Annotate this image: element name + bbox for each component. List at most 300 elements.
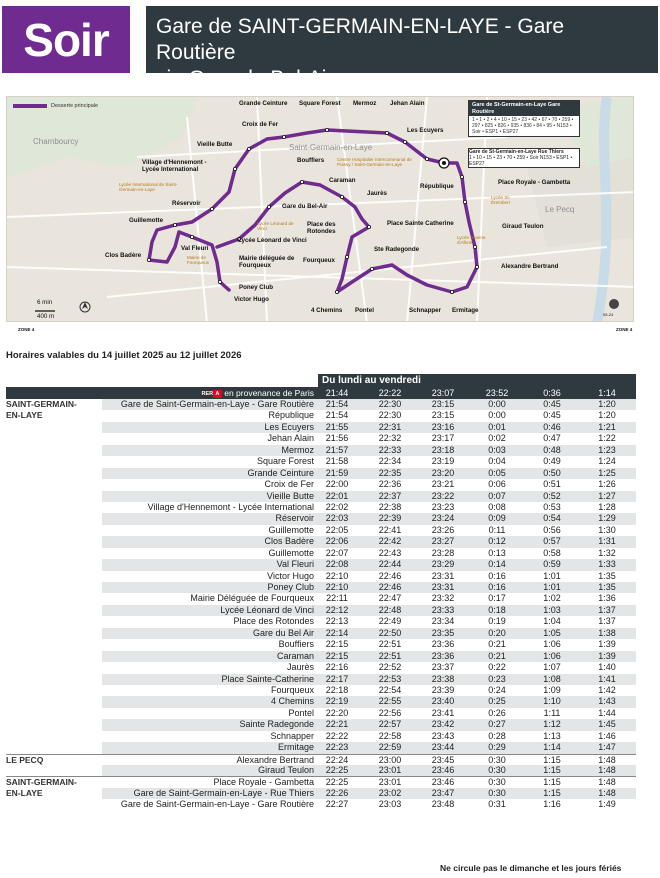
departure-time: 22:31 (378, 421, 402, 432)
stop-name: Grande Ceinture (247, 467, 314, 478)
rer-a-icon: A (213, 390, 222, 398)
stop-name: Square Forest (256, 456, 314, 467)
provenance-cell (102, 387, 316, 399)
departure-time: 1:47 (598, 742, 616, 753)
zone-label: EN-LAYE (6, 410, 43, 421)
departure-time: 1:30 (598, 524, 616, 535)
departure-time: 1:44 (598, 707, 616, 718)
departure-time: 23:03 (378, 799, 402, 810)
table-row (6, 536, 636, 547)
departure-time: 0:21 (488, 639, 506, 650)
departure-time: 23:33 (431, 604, 455, 615)
stop-name: Giraud Teulon (258, 765, 314, 775)
departure-time: 0:25 (488, 696, 506, 707)
departure-time: 23:01 (378, 777, 402, 788)
departure-time: 23:47 (431, 787, 455, 798)
departure-time: 22:25 (325, 777, 349, 788)
area-label: Saint-Germain-en-Laye (289, 143, 373, 152)
departure-time: 1:36 (598, 593, 616, 604)
stop-name: Alexandre Bertrand (236, 754, 314, 765)
stop-name: Gare du Bel Air (252, 627, 314, 638)
provenance-time: 23:07 (431, 388, 455, 398)
map-stop-label: Fourqueux (303, 257, 335, 264)
departure-time: 1:41 (598, 673, 616, 684)
departure-time: 1:08 (543, 673, 561, 684)
hub-info-rue-thiers (468, 148, 580, 168)
table-row (6, 799, 636, 810)
departure-time: 23:29 (431, 559, 455, 570)
departure-time: 21:57 (325, 444, 349, 455)
stop-name: Schnapper (270, 730, 314, 741)
table-row (6, 593, 636, 604)
table-row (6, 708, 636, 719)
departure-time: 1:48 (598, 787, 616, 798)
departure-time: 1:37 (598, 604, 616, 615)
zone-label: LE PECQ (6, 754, 44, 765)
table-row (6, 651, 636, 662)
departure-time: 0:53 (543, 501, 561, 512)
table-row (6, 548, 636, 559)
departure-time: 21:54 (325, 399, 349, 409)
departure-time: 1:15 (543, 765, 561, 775)
map-poi-label: Centre Hospitalier Intercommunal de Poissy / Saint-Germain-en-Laye (337, 157, 412, 167)
line-title (146, 6, 658, 90)
departure-time: 22:01 (325, 490, 349, 501)
zone-label: SAINT-GERMAIN- (6, 399, 77, 409)
departure-time: 1:01 (543, 570, 561, 581)
departure-time: 0:13 (488, 547, 506, 558)
departure-time: 1:25 (598, 467, 616, 478)
line-title-destination: Gare de SAINT-GERMAIN-EN-LAYE - Gare Routière (156, 15, 565, 64)
departure-time: 0:27 (488, 719, 506, 730)
map-stop-label: Jaurès (367, 190, 387, 197)
departure-time: 23:34 (431, 616, 455, 627)
departure-time: 22:11 (326, 593, 348, 604)
departure-time: 0:50 (543, 467, 561, 478)
departure-time: 23:28 (431, 547, 455, 558)
table-row (6, 433, 636, 444)
stop-name: Place Royale - Gambetta (213, 777, 314, 788)
departure-time: 22:15 (325, 650, 349, 661)
departure-time: 0:30 (488, 787, 506, 798)
hub-info-title: Gare de St-Germain-en-Laye Gare Routière (469, 101, 579, 116)
map-stop-label: Alexandre Bertrand (501, 263, 559, 270)
map-stop-label: Les Ecuyers (407, 127, 444, 134)
stop-name: Gare de Saint-Germain-en-Laye - Gare Routière (120, 799, 314, 810)
stop-name: Guillemotte (268, 524, 314, 535)
departure-time: 23:46 (431, 765, 455, 775)
stop-name: Les Ecuyers (264, 421, 314, 432)
departure-time: 1:48 (598, 765, 616, 775)
stop-name: Clos Badère (264, 536, 314, 547)
departure-time: 0:19 (488, 616, 506, 627)
departure-time: 22:05 (325, 524, 349, 535)
departure-time: 23:32 (431, 593, 455, 604)
provenance-time: 21:44 (325, 388, 349, 398)
departure-time: 0:11 (488, 524, 506, 535)
table-row (6, 662, 636, 673)
departure-time: 0:52 (543, 490, 561, 501)
departure-time: 1:13 (543, 730, 561, 741)
table-row (6, 742, 636, 753)
stop-name: République (268, 410, 314, 421)
departure-time: 22:58 (378, 730, 402, 741)
map-stop-label: Mairie déléguée de Fourqueux (239, 255, 295, 269)
departure-time: 22:33 (378, 444, 402, 455)
map-stop-label: Schnapper (409, 307, 441, 314)
departure-time: 23:17 (431, 433, 455, 444)
departure-time: 22:44 (378, 559, 402, 570)
table-row (6, 765, 636, 776)
departure-time: 0:24 (488, 684, 506, 695)
departure-time: 22:42 (378, 536, 402, 547)
footer-note: Ne circule pas le dimanche et les jours fériés (440, 863, 622, 873)
table-row (6, 571, 636, 582)
departure-time: 22:41 (378, 524, 402, 535)
table-row (6, 422, 636, 433)
departure-time: 23:35 (431, 627, 455, 638)
stop-name: Caraman (276, 650, 314, 661)
scale-walk: 6 min (37, 299, 53, 306)
map-ref: 05-24 (603, 312, 614, 317)
departure-time: 1:10 (543, 696, 561, 707)
departure-time: 0:59 (543, 559, 561, 570)
table-row (6, 776, 636, 787)
departure-time: 22:18 (325, 684, 349, 695)
departure-time: 0:18 (488, 604, 506, 615)
map-stop-label: Place Sainte Catherine (387, 220, 454, 227)
departure-time: 1:31 (598, 536, 616, 547)
map-stop-label: Ermitage (452, 307, 479, 314)
map-stop-label: Square Forest (299, 100, 341, 107)
days-label: Du lundi au vendredi (318, 374, 636, 387)
map-stop-label: Village d'Hennemont - Lycée International (142, 159, 207, 173)
departure-time: 21:55 (325, 421, 349, 432)
departure-time: 22:52 (378, 662, 402, 673)
departure-time: 1:15 (543, 787, 561, 798)
departure-time: 0:00 (488, 410, 506, 421)
departure-time: 23:36 (431, 639, 455, 650)
departure-time: 23:39 (431, 684, 455, 695)
map-poi-label: Lycée International de Saint-Germain-en-Laye (119, 182, 178, 192)
departure-time: 1:33 (598, 559, 616, 570)
map-stop-label: Poney Club (239, 284, 274, 291)
departure-time: 1:46 (598, 730, 616, 741)
departure-time: 22:06 (325, 536, 349, 547)
route-map (6, 96, 634, 322)
departure-time: 22:00 (325, 479, 349, 490)
stop-name: 4 Chemins (270, 696, 314, 707)
map-poi-label: Lycée St-Érembert (491, 195, 511, 205)
departure-time: 1:27 (598, 490, 616, 501)
departure-time: 0:03 (488, 444, 506, 455)
departure-time: 1:11 (543, 707, 561, 718)
table-row (6, 479, 636, 490)
departure-time: 1:07 (543, 662, 561, 673)
provenance-time: 23:52 (485, 388, 509, 398)
map-stop-label: Croix de Fer (242, 121, 279, 128)
map-stop-label: Lycée Léonard de Vinci (238, 237, 307, 244)
stop-name: Place Sainte-Catherine (221, 673, 314, 684)
departure-time: 22:55 (378, 696, 402, 707)
departure-time: 0:22 (488, 662, 506, 673)
departure-time: 22:59 (378, 742, 402, 753)
timetable-body (6, 399, 636, 811)
departure-time: 22:14 (325, 627, 349, 638)
map-stop-label: Guillemotte (129, 217, 164, 224)
departure-time: 1:28 (598, 501, 616, 512)
timetable-provenance-row (6, 387, 636, 399)
hub-info-gare-routiere (468, 100, 580, 137)
stop-name: Sainte Radegonde (239, 719, 314, 730)
departure-time: 22:53 (378, 673, 402, 684)
rer-icon: RER (201, 391, 214, 397)
departure-time: 0:45 (543, 399, 561, 409)
departure-time: 0:05 (488, 467, 506, 478)
departure-time: 23:24 (431, 513, 455, 524)
departure-time: 1:39 (598, 639, 616, 650)
departure-time: 23:44 (431, 742, 455, 753)
stop-name: Fourqueux (270, 684, 314, 695)
map-poi-label: Mairie de Fourqueux (187, 255, 209, 265)
stop-name: Village d'Hennemont - Lycée International (147, 501, 314, 512)
stop-name: Victor Hugo (267, 570, 314, 581)
table-row (6, 719, 636, 730)
departure-time: 22:35 (378, 467, 402, 478)
map-stop-label: Victor Hugo (234, 296, 269, 303)
departure-time: 21:54 (325, 410, 349, 421)
map-legend (13, 103, 98, 109)
map-stop-label: Réservoir (172, 200, 201, 207)
departure-time: 22:46 (378, 570, 402, 581)
departure-time: 1:20 (598, 410, 616, 421)
departure-time: 1:35 (598, 582, 616, 592)
departure-time: 1:49 (598, 799, 616, 810)
zone-label: SAINT-GERMAIN- (6, 777, 77, 788)
stop-name: Jehan Alain (267, 433, 314, 444)
map-stop-label: Jehan Alain (390, 100, 425, 107)
provenance-time: 1:14 (598, 388, 616, 398)
period-badge (2, 6, 130, 73)
departure-time: 22:34 (378, 456, 402, 467)
map-stop-label: Mermoz (353, 100, 377, 107)
table-row (6, 468, 636, 479)
departure-time: 23:36 (431, 650, 455, 661)
departure-time: 23:23 (431, 501, 455, 512)
map-stop-label: Val Fleuri (181, 245, 209, 252)
departure-time: 23:45 (431, 754, 455, 765)
area-label: Chambourcy (33, 137, 79, 146)
departure-time: 22:17 (325, 673, 349, 684)
departure-time: 22:10 (325, 570, 349, 581)
table-row (6, 456, 636, 467)
departure-time: 22:57 (378, 719, 402, 730)
departure-time: 1:12 (543, 719, 561, 730)
departure-time: 0:48 (543, 444, 561, 455)
table-row (6, 754, 636, 765)
departure-time: 23:18 (431, 444, 455, 455)
stop-name: Pontel (288, 707, 314, 718)
departure-time: 23:40 (431, 696, 455, 707)
departure-time: 21:58 (325, 456, 349, 467)
departure-time: 21:56 (325, 433, 349, 444)
stop-name: Jaurès (286, 662, 314, 673)
stop-name: Bouffiers (278, 639, 314, 650)
departure-time: 0:49 (543, 456, 561, 467)
departure-time: 22:49 (378, 616, 402, 627)
departure-time: 1:02 (543, 593, 561, 604)
departure-time: 22:27 (325, 799, 349, 810)
departure-time: 23:46 (431, 777, 455, 788)
departure-time: 22:37 (378, 490, 402, 501)
departure-time: 22:51 (378, 639, 402, 650)
departure-time: 23:48 (431, 799, 455, 810)
departure-time: 22:21 (325, 719, 349, 730)
departure-time: 1:43 (598, 696, 616, 707)
zone-label: EN-LAYE (6, 787, 43, 798)
table-row (6, 502, 636, 513)
header (0, 0, 660, 90)
departure-time: 23:16 (431, 421, 455, 432)
departure-time: 1:03 (543, 604, 561, 615)
map-poi-label: Lycée Jeanne d'Albret (457, 235, 486, 245)
departure-time: 22:38 (378, 501, 402, 512)
departure-time: 1:24 (598, 456, 616, 467)
timetable (6, 374, 636, 811)
departure-time: 1:22 (598, 433, 616, 444)
departure-time: 1:32 (598, 547, 616, 558)
table-row (6, 559, 636, 570)
validity-period: Horaires valables du 14 juillet 2025 au 12 juillet 2026 (6, 350, 242, 361)
departure-time: 22:30 (378, 410, 402, 421)
departure-time: 22:43 (378, 547, 402, 558)
table-row (6, 582, 636, 593)
zone-label-right: ZONE 4 (616, 327, 633, 332)
departure-time: 23:02 (378, 787, 402, 798)
departure-time: 0:06 (488, 479, 506, 490)
scale-distance: 400 m (37, 313, 55, 320)
stop-name: Val Fleuri (276, 559, 314, 570)
departure-time: 1:39 (598, 650, 616, 661)
departure-time: 0:57 (543, 536, 561, 547)
departure-time: 1:16 (543, 799, 561, 810)
legend-swatch (13, 104, 47, 108)
stop-name: Mairie Déléguée de Fourqueux (190, 593, 314, 604)
departure-time: 1:04 (543, 616, 561, 627)
stop-name: Réservoir (275, 513, 314, 524)
departure-time: 23:43 (431, 730, 455, 741)
map-stop-label: Bouffiers (297, 157, 325, 164)
table-row (6, 399, 636, 410)
map-stop-label: Pontel (355, 307, 374, 314)
departure-time: 22:54 (378, 684, 402, 695)
map-stop-label: Place Royale - Gambetta (498, 179, 571, 186)
stop-name: Mermoz (281, 444, 314, 455)
departure-time: 1:42 (598, 684, 616, 695)
departure-time: 22:13 (325, 616, 349, 627)
departure-time: 22:03 (325, 513, 349, 524)
departure-time: 0:56 (543, 524, 561, 535)
table-row (6, 685, 636, 696)
departure-time: 0:20 (488, 627, 506, 638)
provenance-label: en provenance de Paris (224, 388, 314, 398)
departure-time: 0:46 (543, 421, 561, 432)
hub-info-lines: 1 • 1 • 2 • 4 • 10 • 15 • 23 • 42 • 67 • 70 • 259 • 297 • 825 • 826 • 935 • 836 • 84 • 95 • N153 • Soir • ESP1 • ESP27 (472, 117, 574, 135)
departure-time: 0:28 (488, 730, 506, 741)
table-row (6, 674, 636, 685)
stop-name: Croix de Fer (264, 479, 314, 490)
departure-time: 1:20 (598, 399, 616, 409)
departure-time: 23:21 (431, 479, 455, 490)
departure-time: 22:39 (378, 513, 402, 524)
departure-time: 0:16 (488, 582, 506, 592)
stop-name: Lycée Léonard de Vinci (220, 604, 314, 615)
departure-time: 22:24 (325, 754, 349, 765)
departure-time: 22:46 (378, 582, 402, 592)
departure-time: 0:29 (488, 742, 506, 753)
departure-time: 23:22 (431, 490, 455, 501)
stop-name: Ermitage (277, 742, 314, 753)
departure-time: 1:29 (598, 513, 616, 524)
departure-time: 22:10 (325, 582, 349, 592)
departure-time: 1:35 (598, 570, 616, 581)
departure-time: 1:06 (543, 650, 561, 661)
table-row (6, 731, 636, 742)
departure-time: 22:15 (325, 639, 349, 650)
departure-time: 0:45 (543, 410, 561, 421)
departure-time: 1:21 (598, 421, 616, 432)
table-row (6, 616, 636, 627)
departure-time: 0:58 (543, 547, 561, 558)
departure-time: 1:06 (543, 639, 561, 650)
table-row (6, 696, 636, 707)
departure-time: 23:00 (378, 754, 402, 765)
stop-name: Vieille Butte (266, 490, 314, 501)
departure-time: 22:16 (325, 662, 349, 673)
map-stop-label: République (420, 183, 454, 190)
departure-time: 1:45 (598, 719, 616, 730)
period-badge-label: Soir (23, 13, 109, 66)
departure-time: 22:08 (325, 559, 349, 570)
stop-name: Gare de Saint-Germain-en-Laye - Rue Thiers (133, 787, 314, 798)
map-stop-label: Gare du Bel-Air (282, 203, 328, 210)
departure-time: 23:19 (431, 456, 455, 467)
legend-label: Desserte principale (51, 103, 99, 109)
departure-time: 0:17 (488, 593, 506, 604)
departure-time: 0:31 (488, 799, 506, 810)
departure-time: 1:14 (543, 742, 561, 753)
stop-name: Place des Rotondes (233, 616, 314, 627)
stop-name: Gare de Saint-Germain-en-Laye - Gare Routière (120, 399, 314, 409)
departure-time: 0:00 (488, 399, 506, 409)
departure-time: 23:20 (431, 467, 455, 478)
table-row (6, 513, 636, 524)
departure-time: 1:40 (598, 662, 616, 673)
table-row (6, 639, 636, 650)
departure-time: 23:15 (431, 399, 455, 409)
departure-time: 22:07 (325, 547, 349, 558)
stop-name: Guillemotte (268, 547, 314, 558)
departure-time: 0:01 (488, 421, 506, 432)
departure-time: 0:26 (488, 707, 506, 718)
departure-time: 0:21 (488, 650, 506, 661)
departure-time: 1:38 (598, 627, 616, 638)
table-row (6, 445, 636, 456)
departure-time: 23:38 (431, 673, 455, 684)
departure-time: 0:16 (488, 570, 506, 581)
line-title-via: via Gare du Bel-Air (156, 67, 334, 90)
departure-time: 1:23 (598, 444, 616, 455)
